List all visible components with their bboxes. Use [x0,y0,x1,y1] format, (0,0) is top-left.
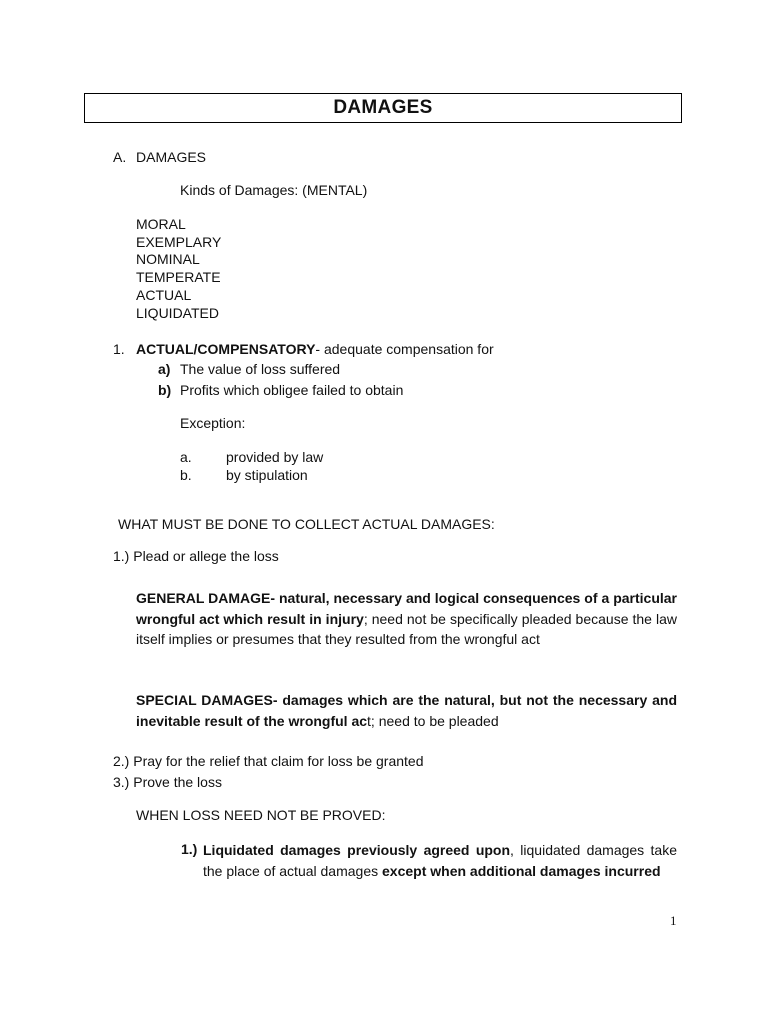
general-damage-term: GENERAL DAMAGE [136,590,271,606]
kind-item: LIQUIDATED [136,305,219,321]
collect-heading: WHAT MUST BE DONE TO COLLECT ACTUAL DAMAGES: [118,516,495,532]
step-2: 2.) Pray for the relief that claim for loss be granted [113,753,424,769]
exception-b-text: by stipulation [226,467,308,483]
subitem-b-text: Profits which obligee failed to obtain [180,382,404,398]
step-1: 1.) Plead or allege the loss [113,548,279,564]
subitem-a-marker: a) [158,361,171,377]
kind-item: MORAL [136,216,186,232]
item1-line [136,340,494,358]
kind-item: NOMINAL [136,251,200,267]
item1-marker: 1. [113,341,125,357]
kind-item: EXEMPLARY [136,234,222,250]
subitem-a-text: The value of loss suffered [180,361,341,377]
not-proved-1-paragraph [203,840,677,881]
general-damage-plain: ; need not be specifically pleaded because the law itself implies or presumes that they resulted from the wrongful act [136,610,677,647]
not-proved-1-bold-a: Liquidated damages previously agreed upon [203,842,511,858]
page-title: DAMAGES [84,93,682,123]
special-damages-term: SPECIAL DAMAGES [136,692,273,708]
item1-term: ACTUAL/COMPENSATORY [136,341,316,357]
exception-b-marker: b. [180,467,192,483]
subitem-b-marker: b) [158,382,172,398]
section-a-label: DAMAGES [136,149,207,165]
general-damage-paragraph [136,588,677,650]
section-a-marker: A. [113,149,127,165]
special-damages-bold: - damages which are the natural, but not the necessary and inevitable result of the wrongful ac [136,692,677,729]
special-damages-plain: t; need to be pleaded [367,712,499,729]
page-number: 1 [670,913,677,928]
special-damages-paragraph [136,690,677,731]
not-proved-heading: WHEN LOSS NEED NOT BE PROVED: [136,807,386,823]
exception-heading: Exception: [180,415,246,431]
kind-item: TEMPERATE [136,269,221,285]
exception-a-text: provided by law [226,449,324,465]
not-proved-1-plain: , liquidated damages take the place of actual damages [203,842,677,879]
general-damage-bold: - natural, necessary and logical consequences of a particular wrongful act which result in injury [136,590,677,627]
kinds-heading: Kinds of Damages: (MENTAL) [180,182,368,198]
not-proved-1-marker: 1.) [181,841,198,857]
not-proved-1-bold-b: except when additional damages incurred [382,862,661,879]
kind-item: ACTUAL [136,287,192,303]
item1-definition: - adequate compensation for [315,341,494,357]
exception-a-marker: a. [180,449,192,465]
step-3: 3.) Prove the loss [113,774,222,790]
